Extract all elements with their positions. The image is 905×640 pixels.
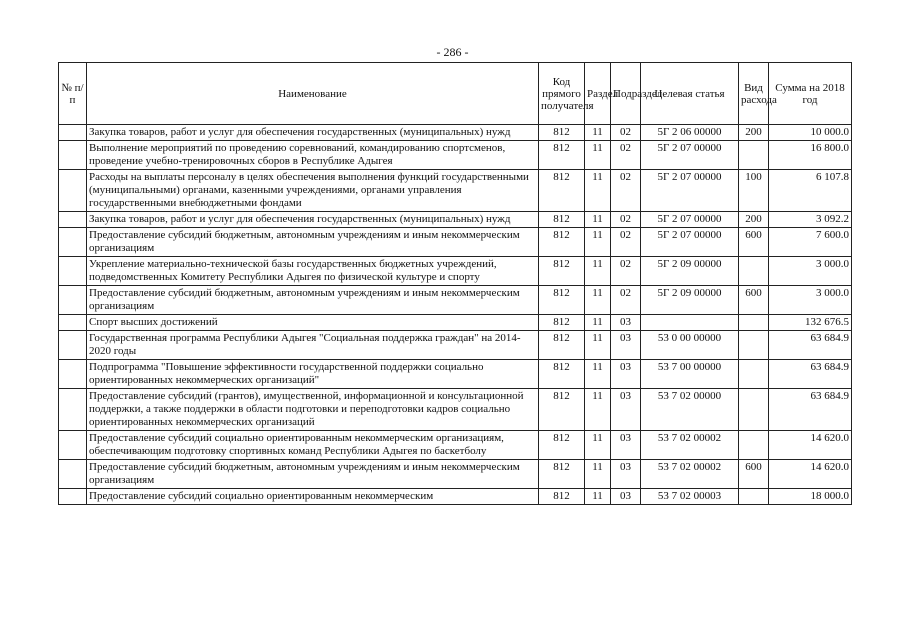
row-type: 200 xyxy=(739,125,769,141)
row-name: Закупка товаров, работ и услуг для обеспечения государственных (муниципальных) нужд xyxy=(87,125,539,141)
row-code: 812 xyxy=(539,460,585,489)
row-num xyxy=(59,286,87,315)
table-row xyxy=(59,170,852,212)
row-subsection: 03 xyxy=(611,460,641,489)
row-code: 812 xyxy=(539,228,585,257)
row-num xyxy=(59,460,87,489)
row-code: 812 xyxy=(539,331,585,360)
row-subsection: 02 xyxy=(611,170,641,212)
row-type: 100 xyxy=(739,170,769,212)
row-subsection: 02 xyxy=(611,141,641,170)
row-subsection: 02 xyxy=(611,286,641,315)
row-section: 11 xyxy=(585,212,611,228)
row-section: 11 xyxy=(585,125,611,141)
row-sum: 18 000.0 xyxy=(769,489,852,505)
row-section: 11 xyxy=(585,170,611,212)
row-sum: 16 800.0 xyxy=(769,141,852,170)
header-type: Вид расхода xyxy=(739,63,769,125)
row-target xyxy=(641,315,739,331)
row-sum: 3 092.2 xyxy=(769,212,852,228)
row-num xyxy=(59,141,87,170)
row-target: 53 7 00 00000 xyxy=(641,360,739,389)
header-sum: Сумма на 2018 год xyxy=(769,63,852,125)
header-code: Код прямого получателя xyxy=(539,63,585,125)
row-type xyxy=(739,431,769,460)
budget-table xyxy=(58,62,852,505)
row-name: Предоставление субсидий бюджетным, автономным учреждениям и иным некоммерческим организациям xyxy=(87,286,539,315)
row-type: 200 xyxy=(739,212,769,228)
row-section: 11 xyxy=(585,389,611,431)
table-row xyxy=(59,360,852,389)
row-section: 11 xyxy=(585,460,611,489)
row-type: 600 xyxy=(739,460,769,489)
row-num xyxy=(59,125,87,141)
row-sum: 14 620.0 xyxy=(769,460,852,489)
row-target: 5Г 2 09 00000 xyxy=(641,257,739,286)
table-row xyxy=(59,460,852,489)
header-name: Наименование xyxy=(87,63,539,125)
row-sum: 3 000.0 xyxy=(769,257,852,286)
row-section: 11 xyxy=(585,286,611,315)
row-subsection: 03 xyxy=(611,389,641,431)
row-code: 812 xyxy=(539,315,585,331)
row-name: Предоставление субсидий бюджетным, автономным учреждениям и иным некоммерческим организациям xyxy=(87,460,539,489)
row-num xyxy=(59,170,87,212)
row-sum: 63 684.9 xyxy=(769,389,852,431)
header-section: Раздел xyxy=(585,63,611,125)
row-name: Предоставление субсидий (грантов), имущественной, информационной и консультационной поддержки, а также поддержки в области подготовки и переподготовки кадров социально ориентированных некоммерческих организаций xyxy=(87,389,539,431)
row-target: 5Г 2 06 00000 xyxy=(641,125,739,141)
row-type xyxy=(739,389,769,431)
row-type xyxy=(739,331,769,360)
row-code: 812 xyxy=(539,286,585,315)
row-sum: 63 684.9 xyxy=(769,360,852,389)
row-sum: 6 107.8 xyxy=(769,170,852,212)
row-code: 812 xyxy=(539,257,585,286)
row-num xyxy=(59,489,87,505)
row-type xyxy=(739,141,769,170)
row-num xyxy=(59,389,87,431)
row-subsection: 03 xyxy=(611,431,641,460)
row-subsection: 02 xyxy=(611,125,641,141)
row-name: Выполнение мероприятий по проведению соревнований, командированию спортсменов, проведение учебно-тренировочных сборов в Республике Адыгея xyxy=(87,141,539,170)
row-name: Предоставление субсидий бюджетным, автономным учреждениям и иным некоммерческим организациям xyxy=(87,228,539,257)
row-num xyxy=(59,315,87,331)
row-num xyxy=(59,431,87,460)
row-target: 5Г 2 07 00000 xyxy=(641,212,739,228)
row-section: 11 xyxy=(585,489,611,505)
row-name: Предоставление субсидий социально ориентированным некоммерческим xyxy=(87,489,539,505)
row-code: 812 xyxy=(539,360,585,389)
row-subsection: 02 xyxy=(611,212,641,228)
row-target: 5Г 2 07 00000 xyxy=(641,228,739,257)
row-code: 812 xyxy=(539,212,585,228)
row-type xyxy=(739,489,769,505)
row-subsection: 03 xyxy=(611,489,641,505)
row-type: 600 xyxy=(739,286,769,315)
row-target: 53 7 02 00003 xyxy=(641,489,739,505)
row-code: 812 xyxy=(539,125,585,141)
header-target: Целевая статья xyxy=(641,63,739,125)
row-num xyxy=(59,331,87,360)
row-type: 600 xyxy=(739,228,769,257)
table-row xyxy=(59,125,852,141)
row-section: 11 xyxy=(585,141,611,170)
row-subsection: 03 xyxy=(611,315,641,331)
row-name: Укрепление материально-технической базы государственных бюджетных учреждений, подведомственных Комитету Республики Адыгея по физической культуре и спорту xyxy=(87,257,539,286)
row-subsection: 03 xyxy=(611,331,641,360)
row-name: Государственная программа Республики Адыгея "Социальная поддержка граждан" на 2014-2020 годы xyxy=(87,331,539,360)
row-code: 812 xyxy=(539,170,585,212)
table-row xyxy=(59,431,852,460)
row-target: 53 0 00 00000 xyxy=(641,331,739,360)
table-row xyxy=(59,257,852,286)
row-section: 11 xyxy=(585,431,611,460)
row-target: 53 7 02 00000 xyxy=(641,389,739,431)
row-target: 5Г 2 09 00000 xyxy=(641,286,739,315)
page-number: - 286 - xyxy=(436,45,469,59)
table-row xyxy=(59,489,852,505)
row-section: 11 xyxy=(585,331,611,360)
table-row xyxy=(59,315,852,331)
row-section: 11 xyxy=(585,257,611,286)
row-sum: 7 600.0 xyxy=(769,228,852,257)
row-code: 812 xyxy=(539,431,585,460)
row-code: 812 xyxy=(539,489,585,505)
row-name: Спорт высших достижений xyxy=(87,315,539,331)
table-row xyxy=(59,212,852,228)
row-name: Закупка товаров, работ и услуг для обеспечения государственных (муниципальных) нужд xyxy=(87,212,539,228)
row-subsection: 02 xyxy=(611,257,641,286)
row-section: 11 xyxy=(585,360,611,389)
header-subsection: Подраздел xyxy=(611,63,641,125)
table-row xyxy=(59,141,852,170)
row-target: 53 7 02 00002 xyxy=(641,460,739,489)
row-target: 5Г 2 07 00000 xyxy=(641,170,739,212)
row-type xyxy=(739,315,769,331)
table-row xyxy=(59,286,852,315)
table-header-row xyxy=(59,63,852,125)
row-sum: 10 000.0 xyxy=(769,125,852,141)
row-section: 11 xyxy=(585,315,611,331)
row-num xyxy=(59,360,87,389)
table-row xyxy=(59,389,852,431)
table-row xyxy=(59,331,852,360)
row-num xyxy=(59,212,87,228)
row-num xyxy=(59,228,87,257)
row-num xyxy=(59,257,87,286)
row-section: 11 xyxy=(585,228,611,257)
table-body xyxy=(59,125,852,505)
row-name: Предоставление субсидий социально ориентированным некоммерческим организациям, обеспечивающим подготовку спортивных команд Республики Адыгея по баскетболу xyxy=(87,431,539,460)
row-code: 812 xyxy=(539,141,585,170)
row-sum: 14 620.0 xyxy=(769,431,852,460)
row-code: 812 xyxy=(539,389,585,431)
row-name: Подпрограмма "Повышение эффективности государственной поддержки социально ориентированных некоммерческих организаций" xyxy=(87,360,539,389)
row-type xyxy=(739,257,769,286)
row-name: Расходы на выплаты персоналу в целях обеспечения выполнения функций государственными (муниципальными) органами, казенными учреждениями, органами управления государственными внебюджетными фондами xyxy=(87,170,539,212)
row-subsection: 03 xyxy=(611,360,641,389)
row-subsection: 02 xyxy=(611,228,641,257)
row-target: 53 7 02 00002 xyxy=(641,431,739,460)
row-target: 5Г 2 07 00000 xyxy=(641,141,739,170)
row-sum: 63 684.9 xyxy=(769,331,852,360)
table-row xyxy=(59,228,852,257)
row-type xyxy=(739,360,769,389)
row-sum: 3 000.0 xyxy=(769,286,852,315)
row-sum: 132 676.5 xyxy=(769,315,852,331)
header-num: № п/п xyxy=(59,63,87,125)
